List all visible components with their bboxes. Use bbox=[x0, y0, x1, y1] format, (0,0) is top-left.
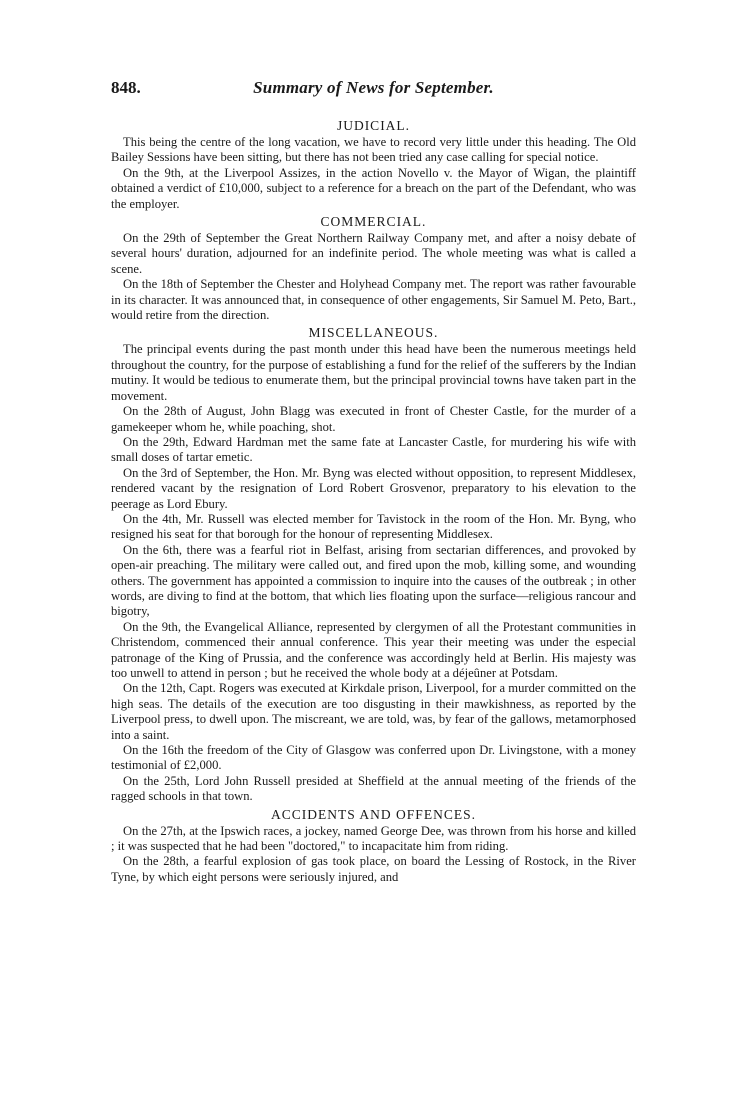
paragraph: On the 18th of September the Chester and Holyhead Company met. The report was rather favourable in its character. It was announced that, in consequence of other engagements, Sir Samuel M. Peto, Bart., would retire from the direction. bbox=[111, 277, 636, 323]
running-title: Summary of News for September. bbox=[253, 78, 494, 97]
section-heading: COMMERCIAL. bbox=[320, 214, 427, 230]
section-heading: JUDICIAL. bbox=[336, 118, 411, 133]
section-accidents-and-offences bbox=[111, 807, 636, 886]
section-heading: ACCIDENTS AND OFFENCES. bbox=[271, 806, 476, 822]
paragraph: On the 25th, Lord John Russell presided at Sheffield at the annual meeting of the friends of the ragged schools in that town. bbox=[111, 773, 636, 804]
paragraph: On the 6th, there was a fearful riot in Belfast, arising from sectarian differences, and provoked by open-air preaching. The military were called out, and fired upon the mob, killing some, and wounding others. The government has appointed a commission to inquire into the causes of the outbreak ; in other words, are diving to find at the bottom, that which lies floating upon the surface—religious rancour and bigotry, bbox=[111, 542, 636, 619]
section-judicial bbox=[111, 118, 636, 212]
section-commercial bbox=[111, 214, 636, 323]
paragraph: On the 27th, at the Ipswich races, a jockey, named George Dee, was thrown from his horse and killed ; it was suspected that he had been "doctored," to incapacitate him from riding. bbox=[111, 823, 636, 854]
paragraph: On the 16th the freedom of the City of Glasgow was conferred upon Dr. Livingstone, with a money testimonial of £2,000. bbox=[111, 743, 636, 773]
paragraph: On the 29th of September the Great Northern Railway Company met, and after a noisy debate of several hours' duration, adjourned for an indefinite period. The whole meeting was what is called a scene. bbox=[111, 231, 636, 276]
page-number: 848. bbox=[111, 78, 141, 97]
paragraph: On the 28th, a fearful explosion of gas took place, on board the Lessing of Rostock, in the River Tyne, by which eight persons were seriously injured, and bbox=[111, 854, 636, 884]
paragraph: On the 12th, Capt. Rogers was executed at Kirkdale prison, Liverpool, for a murder committed on the high seas. The details of the execution are too disgusting in their mawkishness, as reported by the Liverpool press, to dwell upon. The miscreant, we are told, was, by fear of the gallows, metamorphosed into a saint. bbox=[111, 681, 636, 742]
paragraph: The principal events during the past month under this head have been the numerous meetings held throughout the country, for the purpose of establishing a fund for the relief of the sufferers by the Indian mutiny. It would be tedious to enumerate them, but the principal provincial towns have taken part in the movement. bbox=[111, 342, 636, 403]
running-head bbox=[111, 78, 636, 100]
paragraph: On the 3rd of September, the Hon. Mr. Byng was elected without opposition, to represent Middlesex, rendered vacant by the resignation of Lord Robert Grosvenor, preparatory to his elevation to the peerage as Lord Ebury. bbox=[111, 465, 636, 511]
paragraph: On the 9th, the Evangelical Alliance, represented by clergymen of all the Protestant communities in Christendom, commenced their annual conference. This year their meeting was under the especial patronage of the King of Prussia, and the conference was accordingly held at Berlin. His majesty was too unwell to attend in person ; but he received the whole body at a déjeûner at Potsdam. bbox=[111, 619, 636, 680]
paragraph: On the 4th, Mr. Russell was elected member for Tavistock in the room of the Hon. Mr. Byng, who resigned his seat for that borough for the honour of representing Middlesex. bbox=[111, 511, 636, 542]
paragraph: This being the centre of the long vacation, we have to record very little under this heading. The Old Bailey Sessions have been sitting, but there has not been tried any case calling for special notice. bbox=[111, 135, 636, 165]
paragraph: On the 9th, at the Liverpool Assizes, in the action Novello v. the Mayor of Wigan, the plaintiff obtained a verdict of £10,000, subject to a reference for a breach on the part of the Defendant, who was the employer. bbox=[111, 165, 636, 211]
paragraph: On the 29th, Edward Hardman met the same fate at Lancaster Castle, for murdering his wife with small doses of tartar emetic. bbox=[111, 434, 636, 465]
section-miscellaneous bbox=[111, 325, 636, 804]
paragraph: On the 28th of August, John Blagg was executed in front of Chester Castle, for the murder of a gamekeeper whom he, while poaching, shot. bbox=[111, 404, 636, 434]
section-heading: MISCELLANEOUS. bbox=[308, 325, 439, 341]
